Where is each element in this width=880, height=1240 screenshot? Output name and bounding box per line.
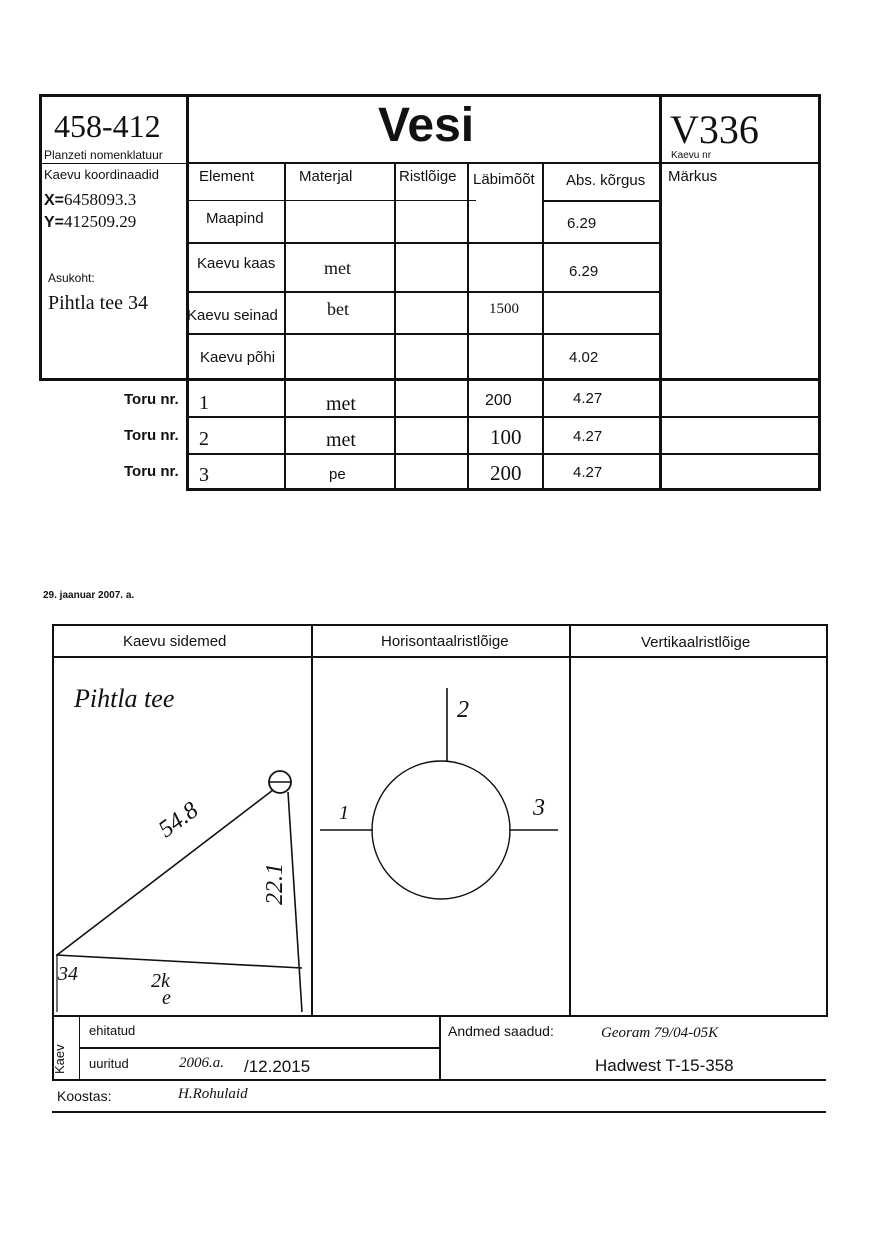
- col-element: Element: [199, 168, 255, 185]
- updated-label: uuritud: [89, 1056, 129, 1071]
- pipe-label: Toru nr.: [124, 427, 179, 444]
- data-source-value-2: Hadwest T-15-358: [595, 1056, 734, 1075]
- col-diameter: Läbimõõt: [473, 171, 535, 188]
- author-label: Koostas:: [57, 1088, 112, 1104]
- well-number-label: Kaevu nr: [671, 150, 712, 161]
- x-label: X=: [44, 192, 65, 209]
- pipe-number: 2: [199, 428, 209, 450]
- well-cross-section-circle: [372, 761, 510, 899]
- street-label: Pihtla tee: [74, 684, 175, 713]
- row-element: Kaevu seinad: [187, 307, 278, 324]
- row-element: Kaevu kaas: [197, 255, 276, 272]
- sketch-col-vertical: Vertikaalristlõige: [641, 634, 751, 651]
- row-abs-height: 6.29: [569, 263, 599, 280]
- pipe-label: Toru nr.: [124, 391, 179, 408]
- pipe2-label: 2: [457, 697, 469, 723]
- page-title: Vesi: [378, 99, 475, 152]
- pipe-material: met: [326, 429, 356, 451]
- pipe-abs-height: 4.27: [573, 464, 603, 481]
- pipe-material: pe: [329, 466, 346, 483]
- coordinates-label: Kaevu koordinaadid: [44, 167, 159, 182]
- well-number: V336: [670, 107, 759, 152]
- row-abs-height: 6.29: [567, 215, 597, 232]
- pipe-abs-height: 4.27: [573, 428, 603, 445]
- nomenclature-label: Planzeti nomenklatuur: [44, 148, 163, 162]
- location-value: Pihtla tee 34: [48, 292, 148, 314]
- pipe-material: met: [326, 393, 356, 415]
- data-source-value: Georam 79/04-05K: [601, 1025, 719, 1041]
- pipe-diameter: 100: [490, 425, 522, 449]
- distance-vertical: 22.1: [262, 863, 288, 905]
- pipe-number: 1: [199, 392, 209, 414]
- sketch-col-horizontal: Horisontaalristlõige: [381, 633, 509, 650]
- col-remarks: Märkus: [668, 168, 718, 185]
- base-sublabel: e: [162, 987, 171, 1009]
- nomenclature-value: 458-412: [54, 108, 161, 144]
- col-cross-section: Ristlõige: [399, 168, 457, 185]
- col-abs-height: Abs. kõrgus: [566, 172, 646, 189]
- distance-diagonal: 54.8: [154, 797, 204, 844]
- base-label: 2k: [151, 970, 170, 992]
- y-value: 412509.29: [64, 212, 137, 231]
- pipe1-label: 1: [339, 802, 349, 824]
- data-source-label: Andmed saadud:: [448, 1023, 554, 1039]
- corner-number: 34: [58, 963, 78, 985]
- side-label-kaev: Kaev: [52, 1044, 67, 1074]
- base-line: [56, 955, 302, 968]
- row-element: Maapind: [206, 210, 264, 227]
- author-value: H.Rohulaid: [178, 1086, 248, 1102]
- sketch-col-links: Kaevu sidemed: [123, 633, 227, 650]
- pipe-diameter: 200: [485, 392, 512, 409]
- y-label: Y=: [44, 214, 65, 231]
- x-value: 6458093.3: [64, 190, 137, 209]
- location-label: Asukoht:: [48, 271, 95, 285]
- pipe-number: 3: [199, 464, 209, 486]
- row-abs-height: 4.02: [569, 349, 599, 366]
- built-label: ehitatud: [89, 1023, 136, 1038]
- pipe3-label: 3: [533, 795, 545, 821]
- pipe-abs-height: 4.27: [573, 390, 603, 407]
- document-date: 29. jaanuar 2007. a.: [43, 590, 135, 601]
- row-material: bet: [327, 299, 349, 319]
- pipe-label: Toru nr.: [124, 463, 179, 480]
- row-material: met: [324, 258, 351, 278]
- updated-extra: /12.2015: [244, 1057, 311, 1076]
- row-element: Kaevu põhi: [200, 349, 276, 366]
- vertical-line: [288, 792, 302, 1012]
- updated-value: 2006.a.: [179, 1055, 224, 1071]
- row-diameter: 1500: [489, 301, 519, 317]
- pipe-diameter: 200: [490, 461, 522, 485]
- col-material: Materjal: [299, 168, 353, 185]
